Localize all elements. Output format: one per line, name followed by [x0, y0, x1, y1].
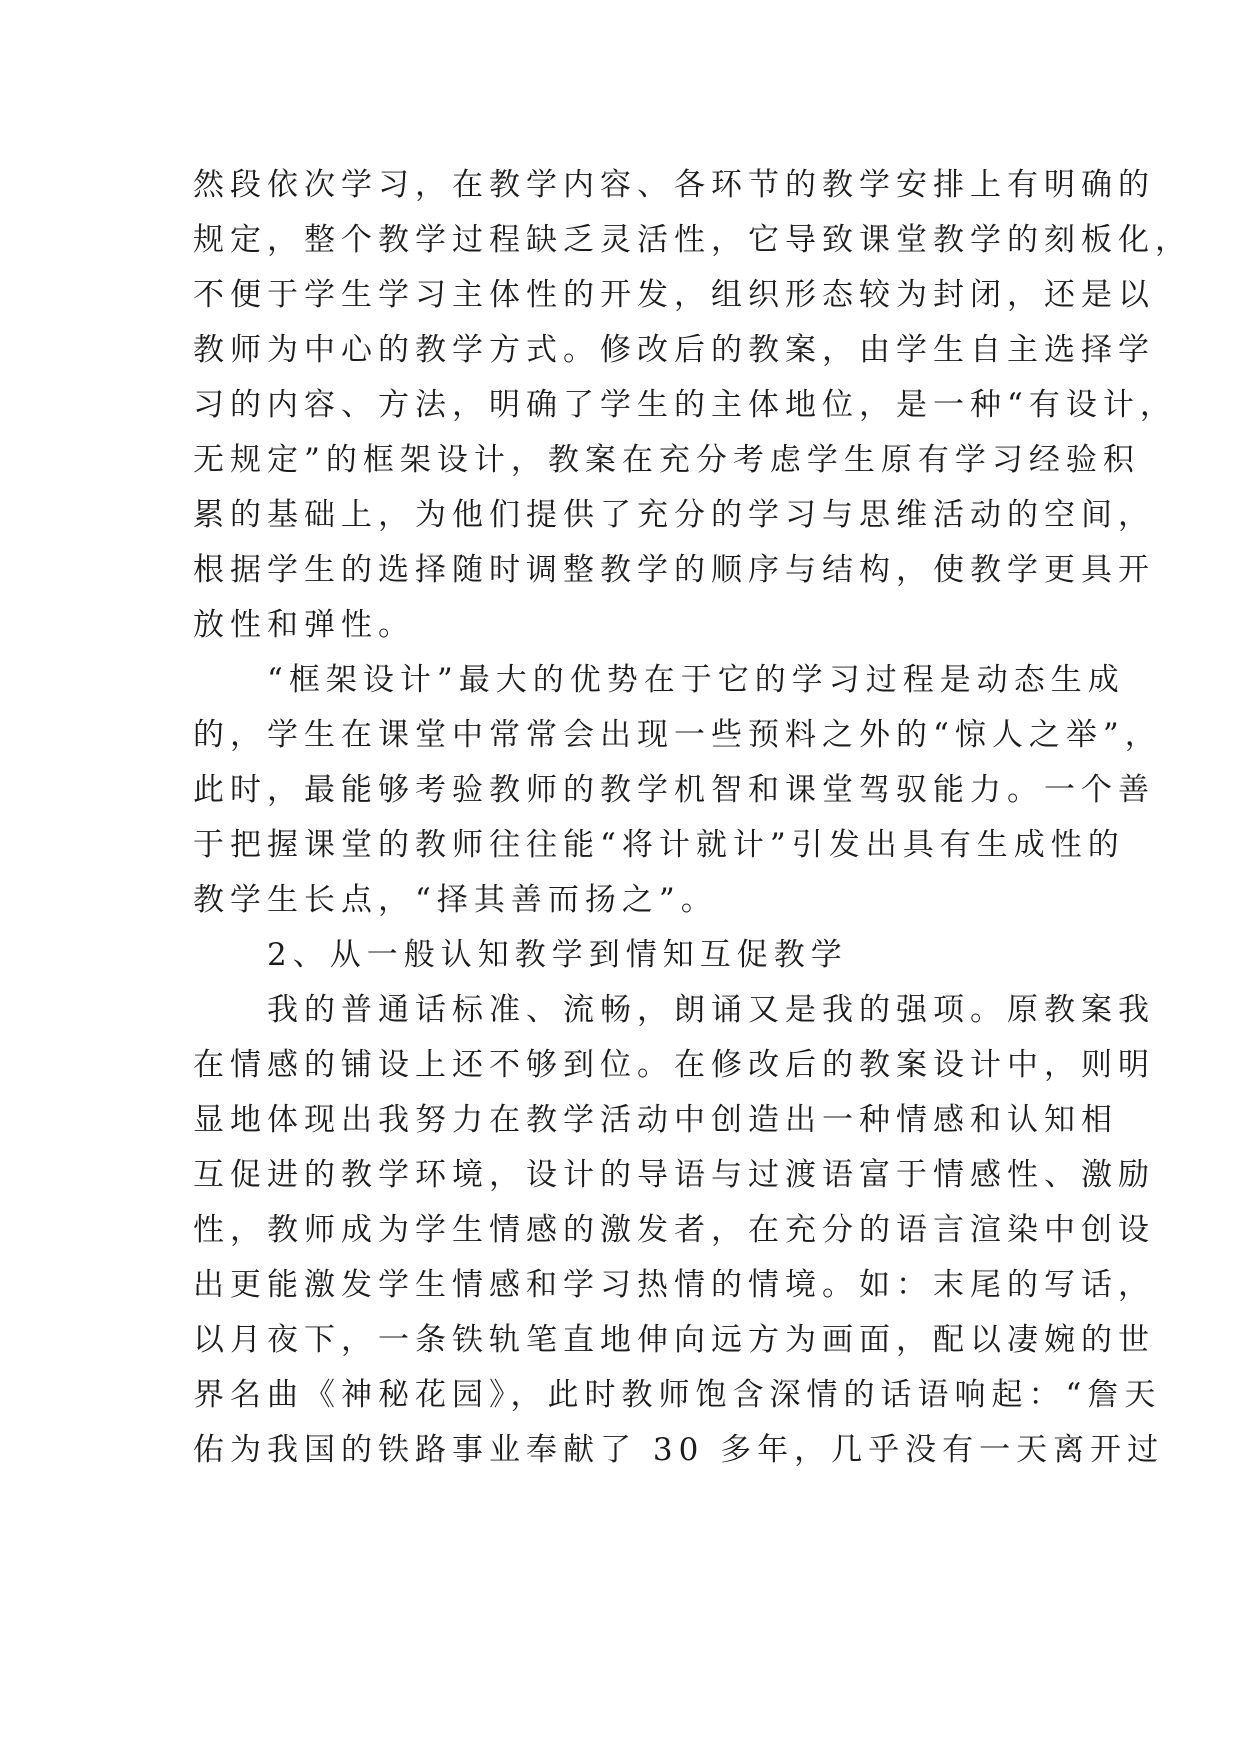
text-line: 不便于学生学习主体性的开发，组织形态较为封闭，还是以 [193, 277, 1155, 313]
section-heading: 2、从一般认知教学到情知互促教学 [193, 937, 848, 973]
text-line: “框架设计”最大的优势在于它的学习过程是动态生成 [193, 662, 1125, 698]
text-line: 在情感的铺设上还不够到位。在修改后的教案设计中，则明 [193, 1047, 1155, 1083]
text-line: 显地体现出我努力在教学活动中创造出一种情感和认知相 [193, 1102, 1118, 1138]
text-line: 界名曲《神秘花园》，此时教师饱含深情的话语响起：“詹天 [193, 1377, 1162, 1413]
text-line: 无规定”的框架设计，教案在充分考虑学生原有学习经验积 [193, 442, 1140, 478]
text-line: 我的普通话标准、流畅，朗诵又是我的强项。原教案我 [193, 992, 1155, 1028]
text-line: 佑为我国的铁路事业奉献了 30 多年，几乎没有一天离开过 [193, 1432, 1165, 1468]
text-line: 累的基础上，为他们提供了充分的学习与思维活动的空间， [193, 497, 1155, 533]
body-text [193, 158, 1192, 1478]
text-line: 以月夜下，一条铁轨笔直地伸向远方为画面，配以凄婉的世 [193, 1322, 1155, 1358]
text-line: 互促进的教学环境，设计的导语与过渡语富于情感性、激励 [193, 1157, 1155, 1193]
text-line: 教学生长点，“择其善而扬之”。 [193, 882, 718, 918]
text-line: 然段依次学习，在教学内容、各环节的教学安排上有明确的 [193, 167, 1155, 203]
text-line: 于把握课堂的教师往往能“将计就计”引发出具有生成性的 [193, 827, 1125, 863]
text-line: 根据学生的选择随时调整教学的顺序与结构，使教学更具开 [193, 552, 1155, 588]
text-line: 教师为中心的教学方式。修改后的教案，由学生自主选择学 [193, 332, 1155, 368]
text-line: 规定，整个教学过程缺乏灵活性，它导致课堂教学的刻板化， [193, 222, 1192, 258]
text-line: 此时，最能够考验教师的教学机智和课堂驾驭能力。一个善 [193, 772, 1155, 808]
text-line: 放性和弹性。 [193, 607, 415, 643]
text-line: 习的内容、方法，明确了学生的主体地位，是一种“有设计， [193, 387, 1177, 423]
text-line: 性，教师成为学生情感的激发者，在充分的语言渲染中创设 [193, 1212, 1155, 1248]
text-line: 的，学生在课堂中常常会出现一些预料之外的“惊人之举”， [193, 717, 1162, 753]
text-line: 出更能激发学生情感和学习热情的情境。如：末尾的写话， [193, 1267, 1155, 1303]
